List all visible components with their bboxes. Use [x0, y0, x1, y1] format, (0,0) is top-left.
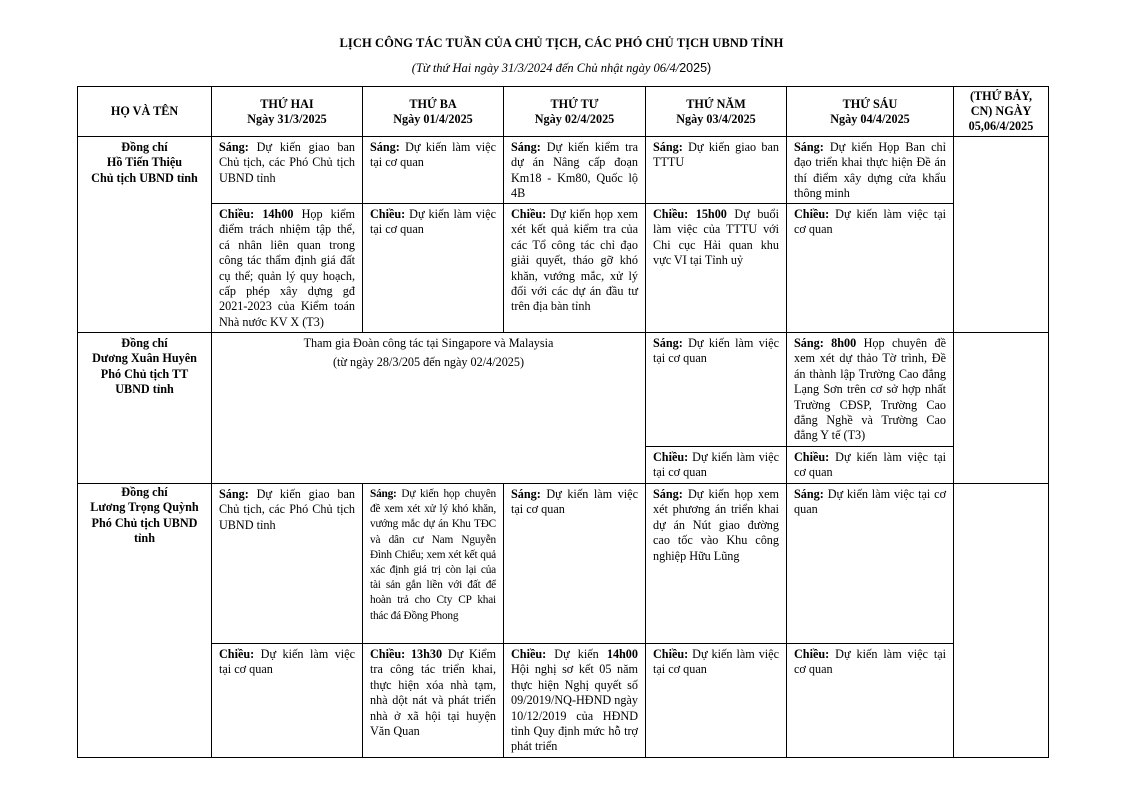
- subtitle-date-range: (Từ thứ Hai ngày 31/3/2024 đến Chủ nhật ngày 06/4/: [411, 61, 680, 75]
- schedule-cell: Chiều: Dự kiến làm việc tại cơ quan: [787, 644, 954, 758]
- schedule-cell: Sáng: Dự kiến giao ban TTTU: [646, 137, 787, 204]
- schedule-cell: Chiều: 14h00 Họp kiểm điểm trách nhiệm tập thể, cá nhân liên quan trong công tác thẩm định giá đất cụ thể; quản lý quy hoạch, cấp phép xây dựng gđ 2021-2023 của Kiểm toán Nhà nước KV X (T3): [212, 204, 363, 333]
- header-name: HỌ VÀ TÊN: [78, 87, 212, 137]
- schedule-cell: Chiều: Dự kiến làm việc tại cơ quan: [363, 204, 504, 333]
- schedule-cell: Sáng: Dự kiến làm việc tại cơ quan: [363, 137, 504, 204]
- schedule-cell: Sáng: Dự kiến làm việc tại cơ quan: [646, 333, 787, 447]
- weekly-schedule-table: [77, 86, 1049, 758]
- table-row: [78, 333, 1049, 447]
- schedule-cell: Chiều: Dự kiến làm việc tại cơ quan: [212, 644, 363, 758]
- header-tuesday: THỨ BA Ngày 01/4/2025: [363, 87, 504, 137]
- person-name-cell: Đồng chí Dương Xuân Huyên Phó Chủ tịch TT UBND tỉnh: [78, 333, 212, 484]
- weekend-cell: [954, 333, 1049, 484]
- document-subtitle: [0, 61, 1123, 76]
- header-monday: THỨ HAI Ngày 31/3/2025: [212, 87, 363, 137]
- table-row: [78, 484, 1049, 644]
- schedule-cell: Chiều: Dự kiến làm việc tại cơ quan: [646, 447, 787, 484]
- table-row: [78, 644, 1049, 758]
- schedule-cell: Chiều: Dự kiến làm việc tại cơ quan: [646, 644, 787, 758]
- header-wednesday: THỨ TƯ Ngày 02/4/2025: [504, 87, 646, 137]
- schedule-cell: Chiều: 15h00 Dự buổi làm việc của TTTU với Chi cục Hải quan khu vực VI tại Tỉnh uỷ: [646, 204, 787, 333]
- table-row: [78, 137, 1049, 204]
- schedule-cell: Chiều: Dự kiến 14h00 Hội nghị sơ kết 05 năm thực hiện Nghị quyết số 09/2019/NQ-HĐND ngày 10/12/2019 của HĐND tỉnh Quy định mức hỗ trợ phát triển: [504, 644, 646, 758]
- schedule-cell: Chiều: 13h30 Dự Kiểm tra công tác triển khai, thực hiện xóa nhà tạm, nhà dột nát và phát triển nhà ở xã hội tại huyện Văn Quan: [363, 644, 504, 758]
- header-thursday: THỨ NĂM Ngày 03/4/2025: [646, 87, 787, 137]
- header-weekend: (THỨ BẢY, CN) NGÀY 05,06/4/2025: [954, 87, 1049, 137]
- schedule-cell: Sáng: Dự kiến kiểm tra dự án Nâng cấp đoạn Km18 - Km80, Quốc lộ 4B: [504, 137, 646, 204]
- schedule-cell: Sáng: Dự kiến họp chuyên đề xem xét xử lý khó khăn, vướng mắc dự án Khu TĐC và dân cư Nam Nguyễn Đình Chiểu; xem xét kết quả xác định giá trị còn lại của tài sản gắn liền với đất để hoàn trả cho Cty CP khai thác đá Đồng Phong: [363, 484, 504, 644]
- schedule-cell: Sáng: 8h00 Họp chuyên đề xem xét dự thảo Tờ trình, Đề án thành lập Trường Cao đẳng Lạng Sơn trên cơ sở hợp nhất Trường CĐSP, Trường Cao đẳng Nghề và Trường Cao đẳng Y tế (T3): [787, 333, 954, 447]
- header-friday: THỨ SÁU Ngày 04/4/2025: [787, 87, 954, 137]
- schedule-cell: Sáng: Dự kiến họp xem xét phương án triển khai dự án Nút giao đường cao tốc vào Khu công nghiệp Hữu Lũng: [646, 484, 787, 644]
- schedule-cell: Sáng: Dự kiến Họp Ban chỉ đạo triển khai thực hiện Đề án thí điểm xây dựng cửa khẩu thông minh: [787, 137, 954, 204]
- schedule-cell: Chiều: Dự kiến làm việc tại cơ quan: [787, 447, 954, 484]
- header-row: [78, 87, 1049, 137]
- schedule-cell: Chiều: Dự kiến họp xem xét kết quả kiểm tra của các Tổ công tác chỉ đạo giải quyết, tháo gỡ khó khăn, vướng mắc, xử lý đối với các dự án đầu tư trên địa bàn tỉnh: [504, 204, 646, 333]
- document-title: LỊCH CÔNG TÁC TUẦN CỦA CHỦ TỊCH, CÁC PHÓ CHỦ TỊCH UBND TỈNH: [339, 36, 784, 50]
- schedule-cell: Sáng: Dự kiến giao ban Chủ tịch, các Phó Chủ tịch UBND tỉnh: [212, 484, 363, 644]
- person-name-cell: Đồng chí Hồ Tiến Thiệu Chủ tịch UBND tỉnh: [78, 137, 212, 333]
- schedule-cell: Chiều: Dự kiến làm việc tại cơ quan: [787, 204, 954, 333]
- table-row: [78, 204, 1049, 333]
- schedule-cell: Sáng: Dự kiến làm việc tại cơ quan: [787, 484, 954, 644]
- schedule-cell: Sáng: Dự kiến làm việc tại cơ quan: [504, 484, 646, 644]
- schedule-cell: Sáng: Dự kiến giao ban Chủ tịch, các Phó Chủ tịch UBND tỉnh: [212, 137, 363, 204]
- person-name-cell: Đồng chí Lương Trọng Quỳnh Phó Chủ tịch UBND tỉnh: [78, 484, 212, 758]
- weekend-cell: [954, 484, 1049, 758]
- business-trip-cell: Tham gia Đoàn công tác tại Singapore và Malaysia (từ ngày 28/3/205 đến ngày 02/4/2025): [212, 333, 646, 484]
- subtitle-year: 2025): [679, 61, 712, 75]
- weekend-cell: [954, 137, 1049, 333]
